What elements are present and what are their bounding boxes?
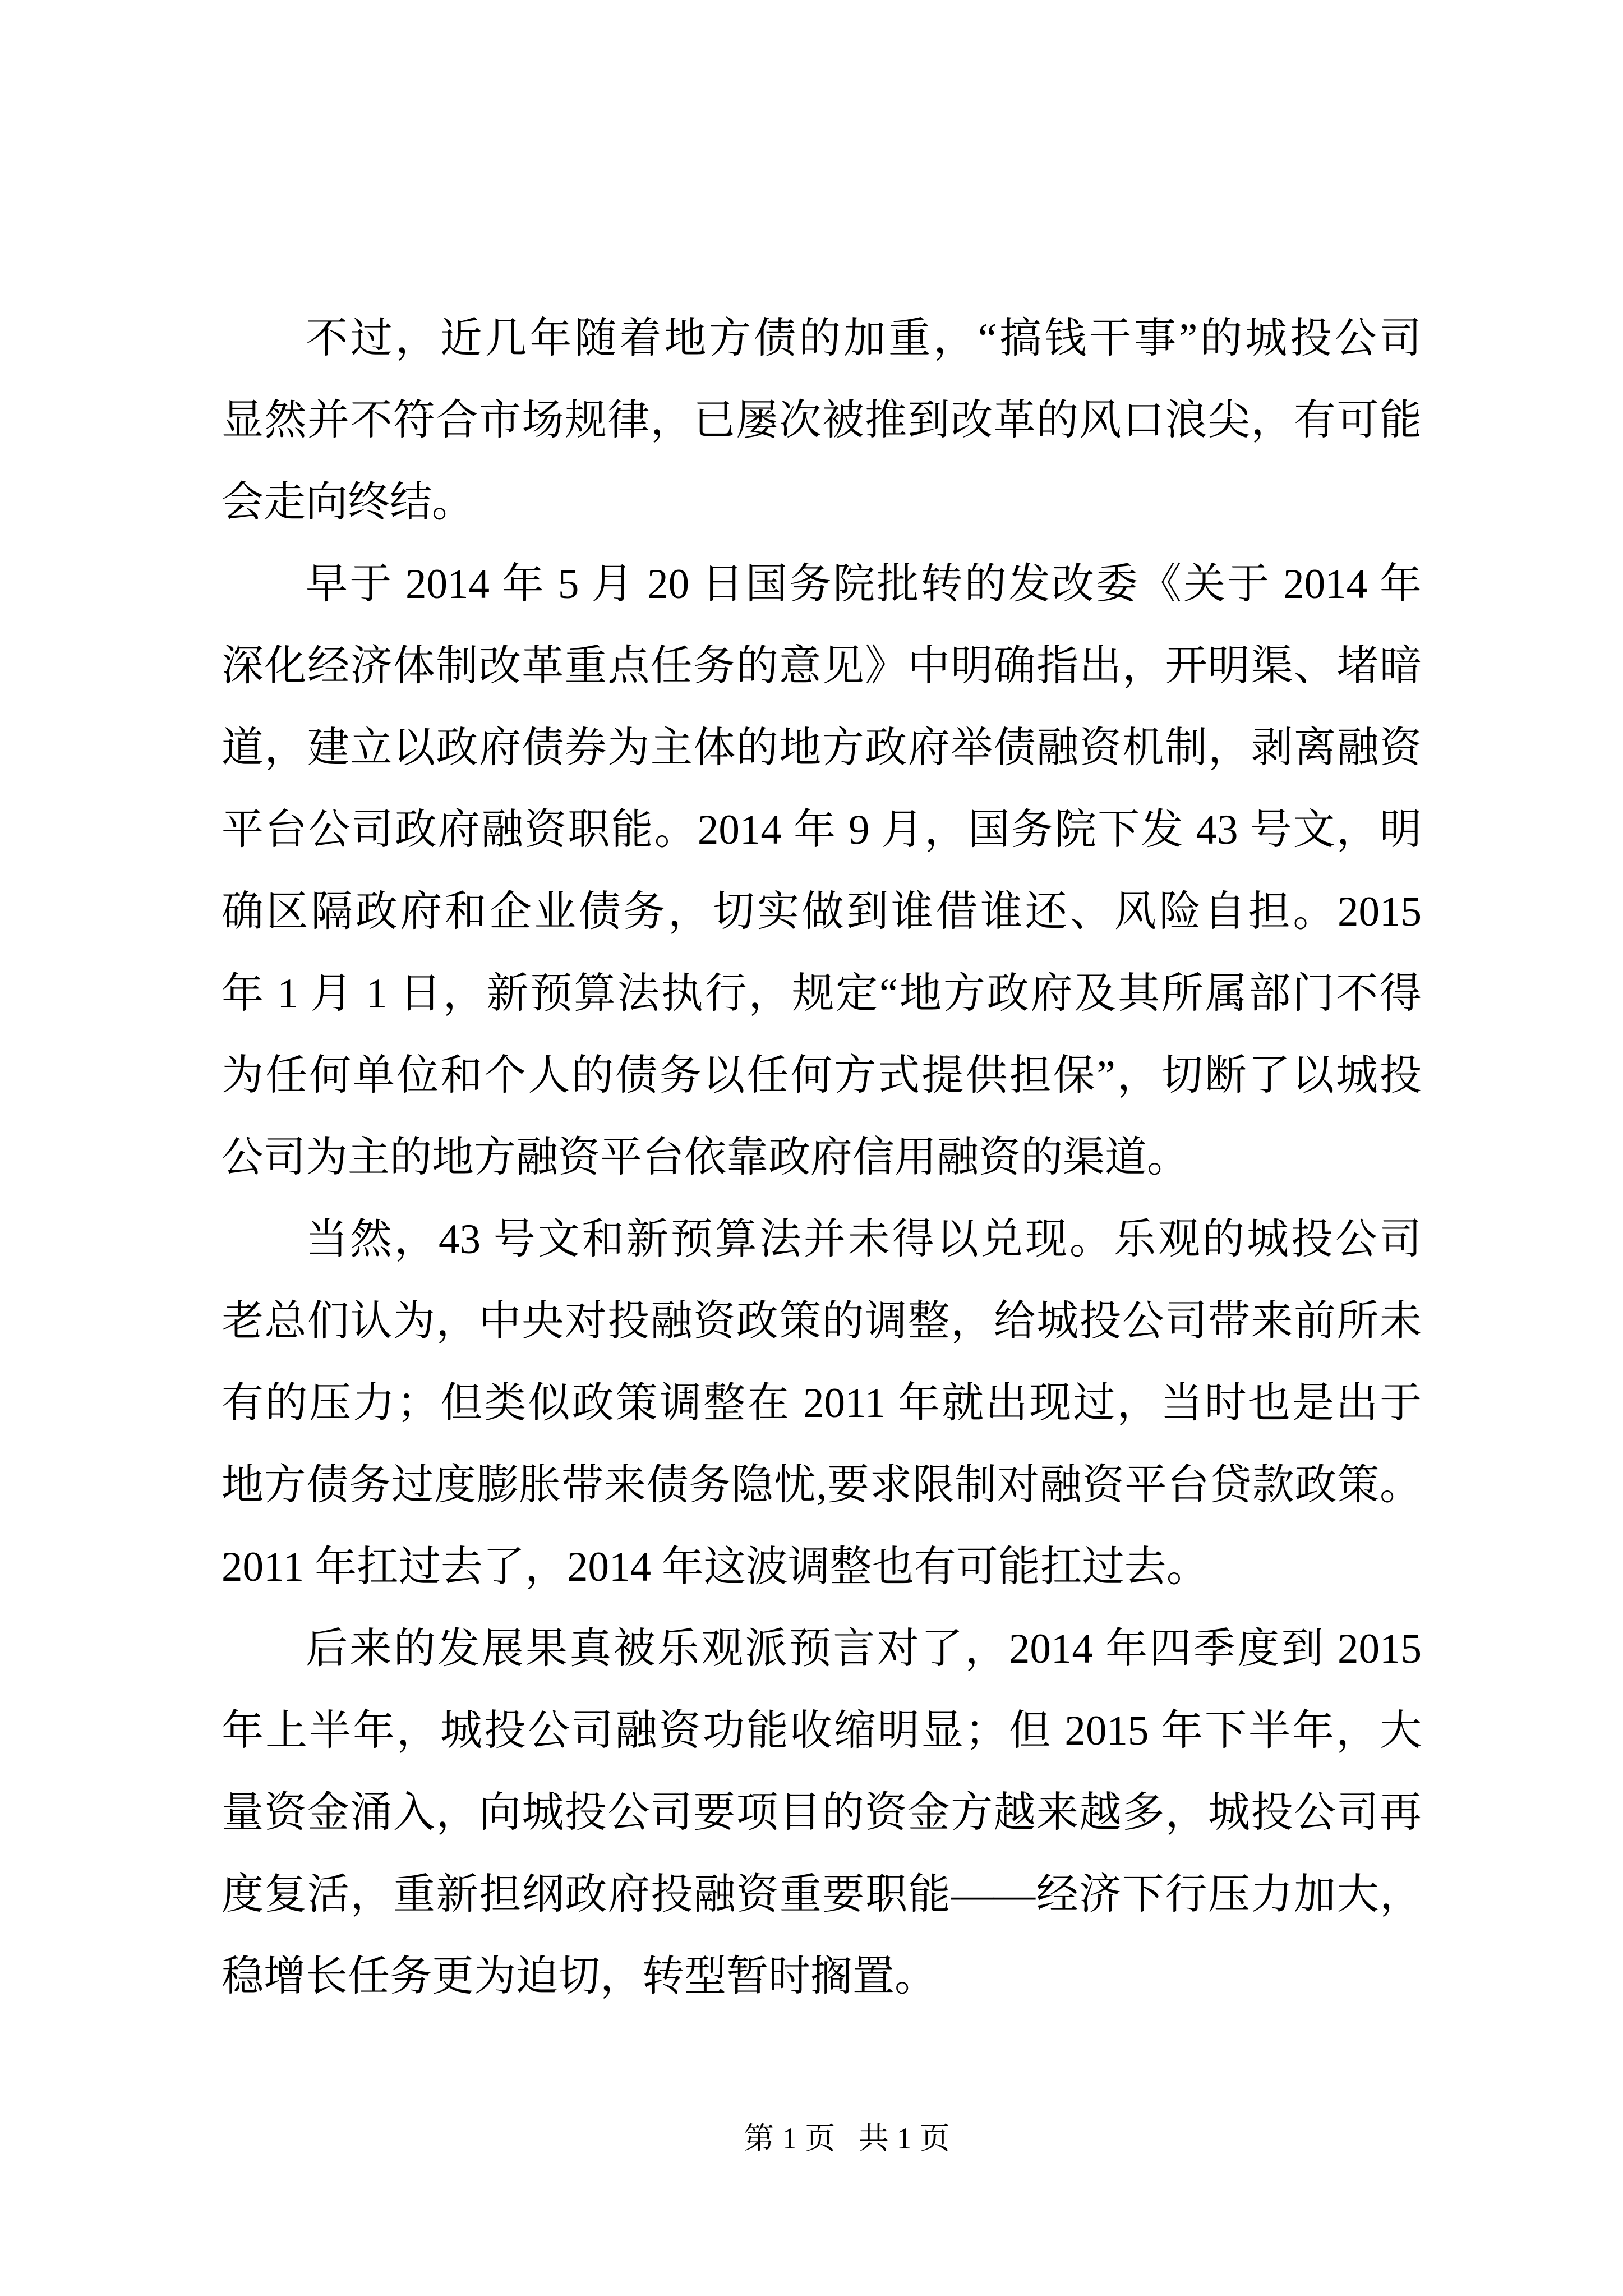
text-line: 深化经济体制改革重点任务的意见》中明确指出，开明渠、堵暗 [222, 643, 1422, 689]
text-line: 公司为主的地方融资平台依靠政府信用融资的渠道。 [222, 1134, 1189, 1181]
text-line: 为任何单位和个人的债务以任何方式提供担保”，切断了以城投 [222, 1052, 1422, 1099]
text-line: 度复活，重新担纲政府投融资重要职能——经济下行压力加大， [222, 1871, 1422, 1918]
text-line: 有的压力；但类似政策调整在 2011 年就出现过，当时也是出于 [222, 1380, 1422, 1427]
text-line: 不过，近几年随着地方债的加重，“搞钱干事”的城投公司 [306, 315, 1422, 362]
text-line: 年上半年，城投公司融资功能收缩明显；但 2015 年下半年，大 [222, 1708, 1422, 1754]
text-line: 平台公司政府融资职能。2014 年 9 月，国务院下发 43 号文，明 [222, 807, 1422, 853]
text-line: 会走向终结。 [222, 479, 474, 526]
text-line: 道，建立以政府债券为主体的地方政府举债融资机制，剥离融资 [222, 725, 1422, 771]
text-line: 年 1 月 1 日，新预算法执行，规定“地方政府及其所属部门不得 [222, 970, 1422, 1017]
document-body [222, 298, 1422, 2018]
text-line: 地方债务过度膨胀带来债务隐忧,要求限制对融资平台贷款政策。 [222, 1462, 1422, 1508]
text-line: 确区隔政府和企业债务，切实做到谁借谁还、风险自担。2015 [222, 889, 1422, 935]
text-line: 2011 年扛过去了，2014 年这波调整也有可能扛过去。 [222, 1544, 1209, 1590]
page-number-footer: 第1页 共1页 [744, 2122, 958, 2155]
text-line: 早于 2014 年 5 月 20 日国务院批转的发改委《关于 2014 年 [306, 561, 1422, 608]
text-line: 稳增长任务更为迫切，转型暂时搁置。 [222, 1953, 937, 2000]
text-line: 当然，43 号文和新预算法并未得以兑现。乐观的城投公司 [306, 1216, 1422, 1263]
text-line: 显然并不符合市场规律，已屡次被推到改革的风口浪尖，有可能 [222, 397, 1422, 444]
text-line: 老总们认为，中央对投融资政策的调整，给城投公司带来前所未 [222, 1298, 1422, 1345]
text-line: 后来的发展果真被乐观派预言对了，2014 年四季度到 2015 [306, 1626, 1422, 1672]
text-line: 量资金涌入，向城投公司要项目的资金方越来越多，城投公司再 [222, 1789, 1422, 1836]
